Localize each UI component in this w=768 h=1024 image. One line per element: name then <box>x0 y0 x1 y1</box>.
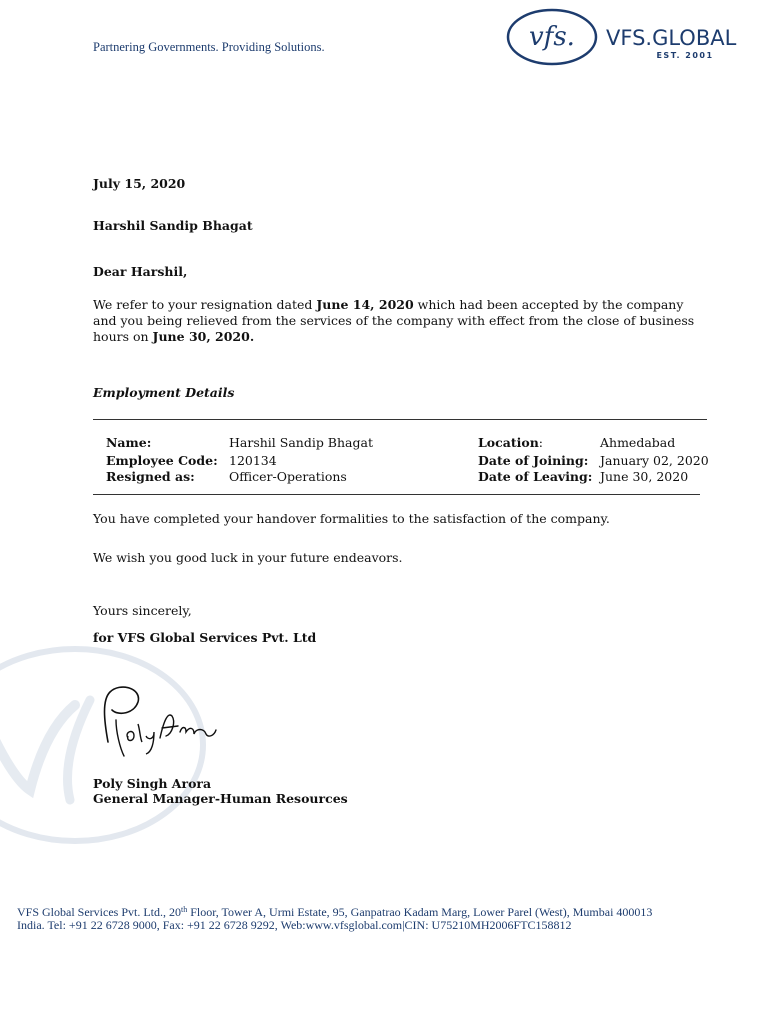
date-of-leaving-value: June 30, 2020 <box>600 469 689 484</box>
handover-statement: You have completed your handover formalities to the satisfaction of the company. <box>93 511 610 526</box>
name-label: Name: <box>106 435 152 450</box>
signer-name: Poly Singh Arora <box>93 776 212 791</box>
company-signature-line: for VFS Global Services Pvt. Ltd <box>93 630 317 645</box>
employee-code-label: Employee Code: <box>106 453 218 468</box>
handwritten-signature <box>98 680 228 762</box>
date-of-joining-label: Date of Joining: <box>478 453 589 468</box>
signer-title: General Manager-Human Resources <box>93 791 348 806</box>
name-value: Harshil Sandip Bhagat <box>229 435 373 450</box>
good-wishes-statement: We wish you good luck in your future endeavors. <box>93 550 403 565</box>
logo-name-text: VFS.GLOBAL <box>606 26 737 50</box>
location-label: Location: <box>478 435 544 450</box>
sign-off: Yours sincerely, <box>93 603 192 618</box>
company-address-footer <box>17 906 717 932</box>
logo-mark-text: vfs. <box>529 22 575 52</box>
recipient-name: Harshil Sandip Bhagat <box>93 218 253 233</box>
footer-line-2: India. Tel: +91 22 6728 9000, Fax: +91 22 6728 9292, Web:www.vfsglobal.com|CIN: U75210MH2006FTC158812 <box>17 918 572 932</box>
table-top-rule <box>93 419 707 420</box>
employee-code-value: 120134 <box>229 453 277 468</box>
resigned-as-value: Officer-Operations <box>229 469 347 484</box>
table-bottom-rule <box>93 494 700 495</box>
logo-est-text: EST. 2001 <box>656 51 714 60</box>
date-of-leaving-label: Date of Leaving: <box>478 469 593 484</box>
salutation: Dear Harshil, <box>93 264 188 279</box>
company-tagline: Partnering Governments. Providing Solutions. <box>93 40 325 54</box>
location-value: Ahmedabad <box>600 435 676 450</box>
resignation-paragraph: We refer to your resignation dated June 14, 2020 which had been accepted by the company and you being relieved from the services of the company with effect from the close of business hours on June 30, 2020. <box>93 297 695 344</box>
vfs-global-logo <box>505 6 767 68</box>
letter-date: July 15, 2020 <box>93 176 186 191</box>
resigned-as-label: Resigned as: <box>106 469 195 484</box>
footer-line-1: VFS Global Services Pvt. Ltd., 20th Floor, Tower A, Urmi Estate, 95, Ganpatrao Kadam Marg, Lower Parel (West), Mumbai 400013 <box>17 905 653 919</box>
date-of-joining-value: January 02, 2020 <box>600 453 709 468</box>
employment-details-heading: Employment Details <box>93 385 235 400</box>
